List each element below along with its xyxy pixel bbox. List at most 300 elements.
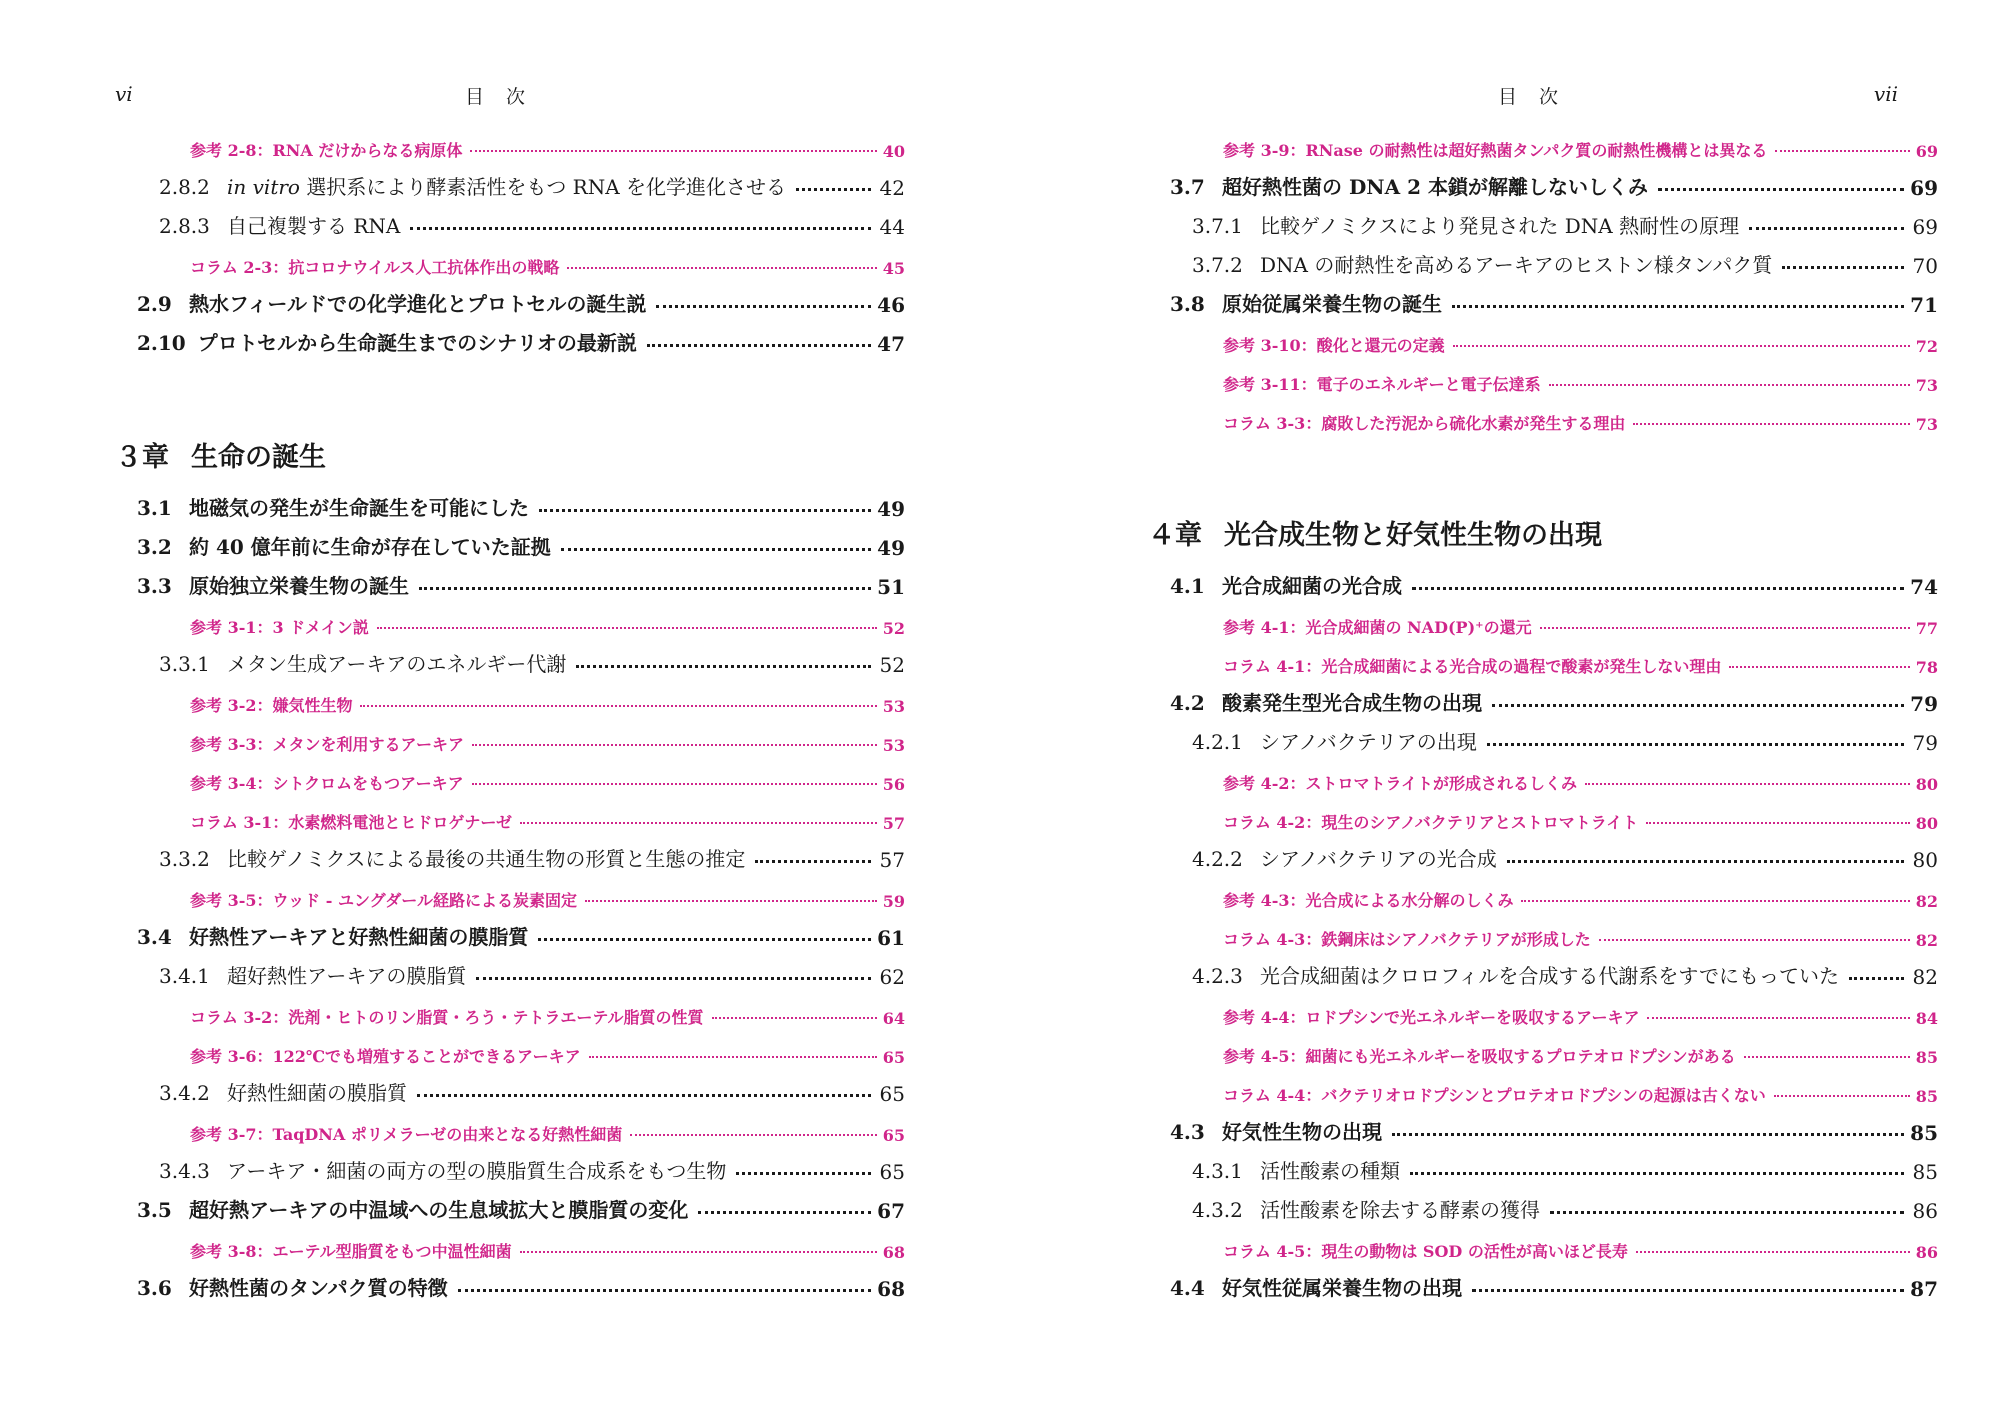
toc-note-entry[interactable]	[1148, 395, 1938, 434]
toc-note-entry[interactable]	[115, 872, 905, 911]
toc-note-entry[interactable]	[1148, 794, 1938, 833]
dot-leader	[1410, 1172, 1904, 1175]
right-page	[1148, 0, 1938, 1419]
toc-entry-label	[1170, 570, 1402, 599]
dot-leader	[585, 900, 877, 902]
dot-leader	[1849, 977, 1904, 980]
toc-entry-label	[1170, 1116, 1382, 1145]
left-page	[115, 0, 905, 1419]
section-title: コラム 3-2：洗剤・ヒトのリン脂質・ろう・テトラエーテル脂質の性質	[190, 1008, 704, 1027]
toc-entry-label	[1223, 1005, 1639, 1028]
dot-leader	[1540, 627, 1910, 629]
left-page-header	[115, 82, 905, 122]
dot-leader	[377, 627, 877, 629]
left-running-head: 目 次	[465, 86, 534, 108]
dot-leader	[1487, 743, 1904, 746]
toc-entry[interactable]	[1148, 1262, 1938, 1301]
dot-leader	[1775, 150, 1910, 152]
page-ref: 82	[1912, 965, 1938, 989]
section-number: 3.8	[1170, 292, 1205, 316]
dot-leader	[1585, 783, 1910, 785]
toc-entry[interactable]	[1148, 677, 1938, 716]
section-number: 4.2	[1170, 691, 1205, 715]
section-title: コラム 4-4：バクテリオロドプシンとプロテオロドプシンの起源は古くない	[1223, 1086, 1766, 1105]
page-ref: 45	[882, 259, 905, 278]
dot-leader	[1452, 305, 1904, 308]
section-title: 参考 4-5：細菌にも光エネルギーを吸収するプロテオロドプシンがある	[1223, 1047, 1736, 1066]
chapter-3-heading	[115, 404, 905, 474]
section-title: 比較ゲノミクスによる最後の共通生物の形質と生態の推定	[227, 847, 746, 871]
toc-entry-label	[1223, 927, 1591, 950]
section-title: 地磁気の発生が生命誕生を可能にした	[189, 496, 529, 520]
toc-entry-label	[1192, 210, 1739, 239]
toc-entry-label	[190, 615, 369, 638]
toc-entry-label	[1170, 1272, 1462, 1301]
dot-leader	[1507, 860, 1904, 863]
toc-entry[interactable]	[115, 200, 905, 239]
toc-note-entry[interactable]	[1148, 1067, 1938, 1106]
toc-note-entry[interactable]	[115, 716, 905, 755]
section-number: 2.9	[137, 292, 172, 316]
toc-entry[interactable]	[115, 833, 905, 872]
toc-entry[interactable]	[115, 482, 905, 521]
toc-entry-label	[190, 771, 464, 794]
toc-entry[interactable]	[1148, 200, 1938, 239]
dot-leader	[1636, 1251, 1910, 1253]
section-title: コラム 2-3：抗コロナウイルス人工抗体作出の戦略	[190, 258, 560, 277]
chapter-title: 光合成生物と好気性生物の出現	[1224, 520, 1602, 551]
dot-leader	[458, 1289, 871, 1292]
toc-note-entry[interactable]	[1148, 1028, 1938, 1067]
page-ref: 70	[1912, 254, 1938, 278]
section-title: 光合成細菌の光合成	[1222, 574, 1402, 598]
page-ref: 65	[882, 1048, 905, 1067]
toc-entry-label	[137, 570, 409, 599]
section-title: DNA の耐熱性を高めるアーキアのヒストン様タンパク質	[1260, 253, 1773, 277]
dot-leader	[1633, 423, 1910, 425]
page-ref: 85	[1915, 1087, 1938, 1106]
section-title: 参考 4-2：ストロマトライトが形成されるしくみ	[1223, 774, 1577, 793]
toc-note-entry[interactable]	[1148, 1223, 1938, 1262]
toc-entry[interactable]	[115, 1184, 905, 1223]
dot-leader	[736, 1172, 871, 1175]
toc-entry-label	[1170, 171, 1648, 200]
page-ref: 69	[1910, 176, 1938, 200]
dot-leader	[1492, 704, 1904, 707]
dot-leader	[589, 1056, 877, 1058]
toc-entry[interactable]	[1148, 161, 1938, 200]
toc-entry-label	[1223, 1083, 1766, 1106]
page-ref: 86	[1915, 1243, 1938, 1262]
section-title: アーキア・細菌の両方の型の膜脂質生合成系をもつ生物	[227, 1159, 727, 1183]
section-title: プロトセルから生命誕生までのシナリオの最新説	[197, 331, 637, 355]
section-number: 3.5	[137, 1198, 172, 1222]
toc-entry[interactable]	[115, 1145, 905, 1184]
page-ref: 40	[882, 142, 905, 161]
toc-note-entry[interactable]	[115, 122, 905, 161]
page-ref: 80	[1915, 814, 1938, 833]
toc-note-entry[interactable]	[115, 677, 905, 716]
italic-term: in vitro	[227, 175, 300, 199]
dot-leader	[470, 150, 877, 152]
dot-leader	[476, 977, 871, 980]
right-page-number: vii	[1873, 82, 1898, 106]
section-title: 原始従属栄養生物の誕生	[1222, 292, 1442, 316]
toc-entry-label	[190, 732, 464, 755]
toc-note-entry[interactable]	[1148, 989, 1938, 1028]
toc-entry[interactable]	[1148, 1145, 1938, 1184]
section-number: 3.3.1	[159, 652, 210, 676]
section-title: 参考 3-10：酸化と還元の定義	[1223, 336, 1445, 355]
toc-note-entry[interactable]	[115, 599, 905, 638]
dot-leader	[1749, 227, 1904, 230]
dot-leader	[472, 744, 877, 746]
toc-entry[interactable]	[115, 911, 905, 950]
toc-entry-label	[1223, 1044, 1736, 1067]
toc-entry-label	[1223, 411, 1625, 434]
page-ref: 71	[1910, 293, 1938, 317]
dot-leader	[538, 938, 871, 941]
dot-leader	[1774, 1095, 1910, 1097]
dot-leader	[1549, 384, 1910, 386]
toc-entry-label	[1192, 960, 1839, 989]
toc-entry[interactable]	[1148, 716, 1938, 755]
toc-entry-label	[1223, 333, 1445, 356]
page-ref: 64	[882, 1009, 905, 1028]
page-ref: 46	[877, 293, 905, 317]
dot-leader	[1646, 822, 1910, 824]
toc-entry-label	[1170, 687, 1482, 716]
toc-entry[interactable]	[115, 1262, 905, 1301]
section-number: 3.3.2	[159, 847, 210, 871]
section-number: 4.2.1	[1192, 730, 1243, 754]
section-title: 参考 3-8：エーテル型脂質をもつ中温性細菌	[190, 1242, 512, 1261]
dot-leader	[656, 305, 871, 308]
dot-leader	[1782, 266, 1904, 269]
toc-note-entry[interactable]	[1148, 638, 1938, 677]
dot-leader	[567, 267, 877, 269]
toc-entry[interactable]	[1148, 278, 1938, 317]
toc-entry-label	[1192, 1194, 1540, 1223]
chapter-number: ３章	[115, 442, 169, 473]
dot-leader	[539, 509, 871, 512]
section-number: 3.3	[137, 574, 172, 598]
dot-leader	[1521, 900, 1910, 902]
section-title: 原始独立栄養生物の誕生	[189, 574, 409, 598]
section-number: 4.3	[1170, 1120, 1205, 1144]
section-title: 超好熱性アーキアの膜脂質	[227, 964, 467, 988]
page-ref: 84	[1915, 1009, 1938, 1028]
toc-entry[interactable]	[115, 638, 905, 677]
toc-entry-label	[159, 210, 400, 239]
section-title: 参考 3-6：122℃でも増殖することができるアーキア	[190, 1047, 581, 1066]
section-title: 参考 3-4：シトクロムをもつアーキア	[190, 774, 464, 793]
toc-entry-label	[159, 648, 566, 677]
section-number: 3.7	[1170, 175, 1205, 199]
page-ref: 80	[1915, 775, 1938, 794]
toc-entry-label	[159, 171, 786, 200]
section-title: 好熱性細菌の膜脂質	[227, 1081, 407, 1105]
toc-entry-label	[190, 1122, 622, 1145]
toc-note-entry[interactable]	[115, 1028, 905, 1067]
dot-leader	[630, 1134, 877, 1136]
section-title: 参考 4-3：光合成による水分解のしくみ	[1223, 891, 1514, 910]
page-ref: 78	[1915, 658, 1938, 677]
toc-note-entry[interactable]	[115, 239, 905, 278]
dot-leader	[698, 1211, 871, 1214]
dot-leader	[755, 860, 871, 863]
page-ref: 57	[879, 848, 905, 872]
toc-entry-label	[1192, 1155, 1400, 1184]
section-title: 熱水フィールドでの化学進化とプロトセルの誕生説	[189, 292, 647, 316]
page-ref: 42	[879, 176, 905, 200]
page-ref: 85	[1910, 1121, 1938, 1145]
section-title: 超好熱性菌の DNA 2 本鎖が解離しないしくみ	[1222, 175, 1648, 199]
dot-leader	[576, 665, 871, 668]
toc-entry-label	[1192, 726, 1477, 755]
toc-entry[interactable]	[1148, 833, 1938, 872]
page-ref: 79	[1912, 731, 1938, 755]
toc-entry-label	[137, 531, 551, 560]
toc-note-entry[interactable]	[115, 794, 905, 833]
dot-leader	[472, 783, 877, 785]
section-number: 3.7.1	[1192, 214, 1243, 238]
section-title: 好気性従属栄養生物の出現	[1222, 1276, 1462, 1300]
toc-entry[interactable]	[115, 161, 905, 200]
section-title: 酸素発生型光合成生物の出現	[1222, 691, 1482, 715]
toc-entry-label	[1223, 810, 1638, 833]
toc-entry[interactable]	[1148, 239, 1938, 278]
toc-note-entry[interactable]	[1148, 599, 1938, 638]
page-ref: 65	[879, 1082, 905, 1106]
page-ref: 74	[1910, 575, 1938, 599]
toc-entry-label	[1223, 615, 1532, 638]
page-ref: 67	[877, 1199, 905, 1223]
toc-entry[interactable]	[1148, 560, 1938, 599]
left-toc-top	[115, 122, 905, 356]
toc-entry-label	[137, 1272, 448, 1301]
section-title: メタン生成アーキアのエネルギー代謝	[227, 652, 567, 676]
section-number: 2.8.3	[159, 214, 210, 238]
right-toc-main	[1148, 560, 1938, 1301]
dot-leader	[1744, 1056, 1910, 1058]
toc-note-entry[interactable]	[1148, 755, 1938, 794]
section-title: シアノバクテリアの出現	[1260, 730, 1477, 754]
toc-entry-label	[190, 810, 512, 833]
section-number: 3.4	[137, 925, 172, 949]
toc-entry[interactable]	[1148, 1106, 1938, 1145]
section-title: 参考 4-4：ロドプシンで光エネルギーを吸収するアーキア	[1223, 1008, 1640, 1027]
page-ref: 72	[1915, 337, 1938, 356]
toc-entry-label	[190, 255, 559, 278]
section-number: 4.2.3	[1192, 964, 1243, 988]
section-title: コラム 4-3：鉄鋼床はシアノバクテリアが形成した	[1223, 930, 1591, 949]
dot-leader	[561, 548, 871, 551]
toc-entry-label	[1223, 771, 1577, 794]
page-ref: 86	[1912, 1199, 1938, 1223]
page-ref: 59	[882, 892, 905, 911]
dot-leader	[1647, 1017, 1910, 1019]
toc-note-entry[interactable]	[115, 1106, 905, 1145]
toc-entry-label	[137, 1194, 688, 1223]
page-ref: 68	[882, 1243, 905, 1262]
section-title: 参考 4-1：光合成細菌の NAD(P)⁺の還元	[1223, 618, 1532, 637]
section-title: コラム 4-1：光合成細菌による光合成の過程で酸素が発生しない理由	[1223, 657, 1722, 676]
dot-leader	[520, 822, 877, 824]
dot-leader	[1658, 188, 1904, 191]
page-ref: 73	[1915, 376, 1938, 395]
toc-entry-label	[1223, 888, 1513, 911]
toc-entry[interactable]	[115, 560, 905, 599]
toc-entry-label	[137, 492, 529, 521]
section-title: 参考 3-1：3 ドメイン説	[190, 618, 369, 637]
toc-entry-label	[1223, 138, 1767, 161]
toc-entry[interactable]	[115, 950, 905, 989]
section-title: コラム 4-2：現生のシアノバクテリアとストロマトライト	[1223, 813, 1639, 832]
page-ref: 82	[1915, 892, 1938, 911]
page-ref: 51	[877, 575, 905, 599]
chapter-number: ４章	[1148, 520, 1202, 551]
section-title: 参考 3-3：メタンを利用するアーキア	[190, 735, 464, 754]
toc-entry-label	[159, 1077, 407, 1106]
section-number: 3.6	[137, 1276, 172, 1300]
page-ref: 62	[879, 965, 905, 989]
toc-entry-label	[190, 693, 352, 716]
dot-leader	[360, 705, 877, 707]
page-ref: 52	[882, 619, 905, 638]
section-number: 4.3.2	[1192, 1198, 1243, 1222]
dot-leader	[1412, 587, 1904, 590]
dot-leader	[1392, 1133, 1904, 1136]
page-ref: 79	[1910, 692, 1938, 716]
section-title: コラム 3-3：腐敗した汚泥から硫化水素が発生する理由	[1223, 414, 1626, 433]
dot-leader	[796, 188, 871, 191]
dot-leader	[520, 1251, 877, 1253]
dot-leader	[1472, 1289, 1904, 1292]
dot-leader	[419, 587, 871, 590]
right-running-head: 目 次	[1498, 86, 1567, 108]
toc-note-entry[interactable]	[1148, 872, 1938, 911]
page-ref: 61	[877, 926, 905, 950]
section-title: シアノバクテリアの光合成	[1260, 847, 1497, 871]
section-title: 参考 3-9：RNase の耐熱性は超好熱菌タンパク質の耐熱性機構とは異なる	[1223, 141, 1768, 160]
section-title: 好熱性アーキアと好熱性細菌の膜脂質	[189, 925, 529, 949]
chapter-title: 生命の誕生	[191, 442, 326, 473]
toc-entry[interactable]	[115, 1067, 905, 1106]
section-title: 参考 3-11：電子のエネルギーと電子伝達系	[1223, 375, 1541, 394]
toc-entry-label	[1223, 1239, 1628, 1262]
toc-note-entry[interactable]	[115, 755, 905, 794]
dot-leader	[712, 1017, 877, 1019]
toc-entry-label	[190, 888, 577, 911]
section-number: 2.8.2	[159, 175, 210, 199]
page-ref: 65	[879, 1160, 905, 1184]
section-number: 3.4.2	[159, 1081, 210, 1105]
page-ref: 69	[1912, 215, 1938, 239]
toc-note-entry[interactable]	[1148, 317, 1938, 356]
toc-entry-label	[1192, 843, 1497, 872]
page-ref: 77	[1915, 619, 1938, 638]
page-ref: 85	[1912, 1160, 1938, 1184]
toc-entry[interactable]	[1148, 1184, 1938, 1223]
section-number: 3.1	[137, 496, 172, 520]
right-toc-top	[1148, 122, 1938, 434]
toc-note-entry[interactable]	[115, 989, 905, 1028]
section-title: 光合成細菌はクロロフィルを合成する代謝系をすでにもっていた	[1260, 964, 1839, 988]
section-number: 3.2	[137, 535, 172, 559]
section-number: 3.7.2	[1192, 253, 1243, 277]
section-title: 参考 3-7：TaqDNA ポリメラーゼの由来となる好熱性細菌	[190, 1125, 623, 1144]
toc-note-entry[interactable]	[1148, 911, 1938, 950]
dot-leader	[1599, 939, 1910, 941]
page-ref: 53	[882, 697, 905, 716]
toc-entry[interactable]	[115, 317, 905, 356]
toc-entry-label	[190, 1239, 512, 1262]
left-page-number: vi	[115, 82, 133, 106]
toc-entry-label	[137, 288, 646, 317]
section-number: 4.3.1	[1192, 1159, 1243, 1183]
section-title: 選択系により酵素活性をもつ RNA を化学進化させる	[299, 175, 787, 199]
toc-entry[interactable]	[1148, 950, 1938, 989]
chapter-4-heading	[1148, 482, 1938, 552]
dot-leader	[647, 344, 871, 347]
dot-leader	[1729, 666, 1910, 668]
dot-leader	[417, 1094, 871, 1097]
section-title: 比較ゲノミクスにより発見された DNA 熱耐性の原理	[1260, 214, 1740, 238]
toc-note-entry[interactable]	[1148, 356, 1938, 395]
dot-leader	[1453, 345, 1910, 347]
page-ref: 73	[1915, 415, 1938, 434]
toc-entry-label	[1223, 654, 1721, 677]
section-number: 3.4.1	[159, 964, 210, 988]
section-number: 4.4	[1170, 1276, 1205, 1300]
section-title: 参考 3-2：嫌気性生物	[190, 696, 353, 715]
section-title: 自己複製する RNA	[227, 214, 401, 238]
toc-entry-label	[159, 843, 745, 872]
toc-entry[interactable]	[115, 278, 905, 317]
page-ref: 69	[1915, 142, 1938, 161]
toc-entry-label	[190, 138, 462, 161]
section-title: 参考 3-5：ウッド - ユングダール経路による炭素固定	[190, 891, 577, 910]
toc-entry-label	[1192, 249, 1772, 278]
page-ref: 87	[1910, 1277, 1938, 1301]
toc-note-entry[interactable]	[1148, 122, 1938, 161]
page-ref: 65	[882, 1126, 905, 1145]
toc-entry-label	[137, 921, 528, 950]
section-number: 2.10	[137, 331, 186, 355]
toc-entry[interactable]	[115, 521, 905, 560]
page-ref: 53	[882, 736, 905, 755]
left-toc-main	[115, 482, 905, 1301]
toc-note-entry[interactable]	[115, 1223, 905, 1262]
section-title: 好熱性菌のタンパク質の特徴	[189, 1276, 448, 1300]
page-ref: 80	[1912, 848, 1938, 872]
section-number: 4.2.2	[1192, 847, 1243, 871]
section-number: 4.1	[1170, 574, 1205, 598]
toc-entry-label	[190, 1005, 704, 1028]
dot-leader	[1550, 1211, 1904, 1214]
page-ref: 49	[877, 497, 905, 521]
right-page-header	[1148, 82, 1938, 122]
page-ref: 85	[1915, 1048, 1938, 1067]
page-ref: 49	[877, 536, 905, 560]
toc-entry-label	[159, 960, 466, 989]
page-ref: 82	[1915, 931, 1938, 950]
toc-entry-label	[1223, 372, 1541, 395]
section-title: 参考 2-8：RNA だけからなる病原体	[190, 141, 463, 160]
page-ref: 56	[882, 775, 905, 794]
dot-leader	[410, 227, 871, 230]
